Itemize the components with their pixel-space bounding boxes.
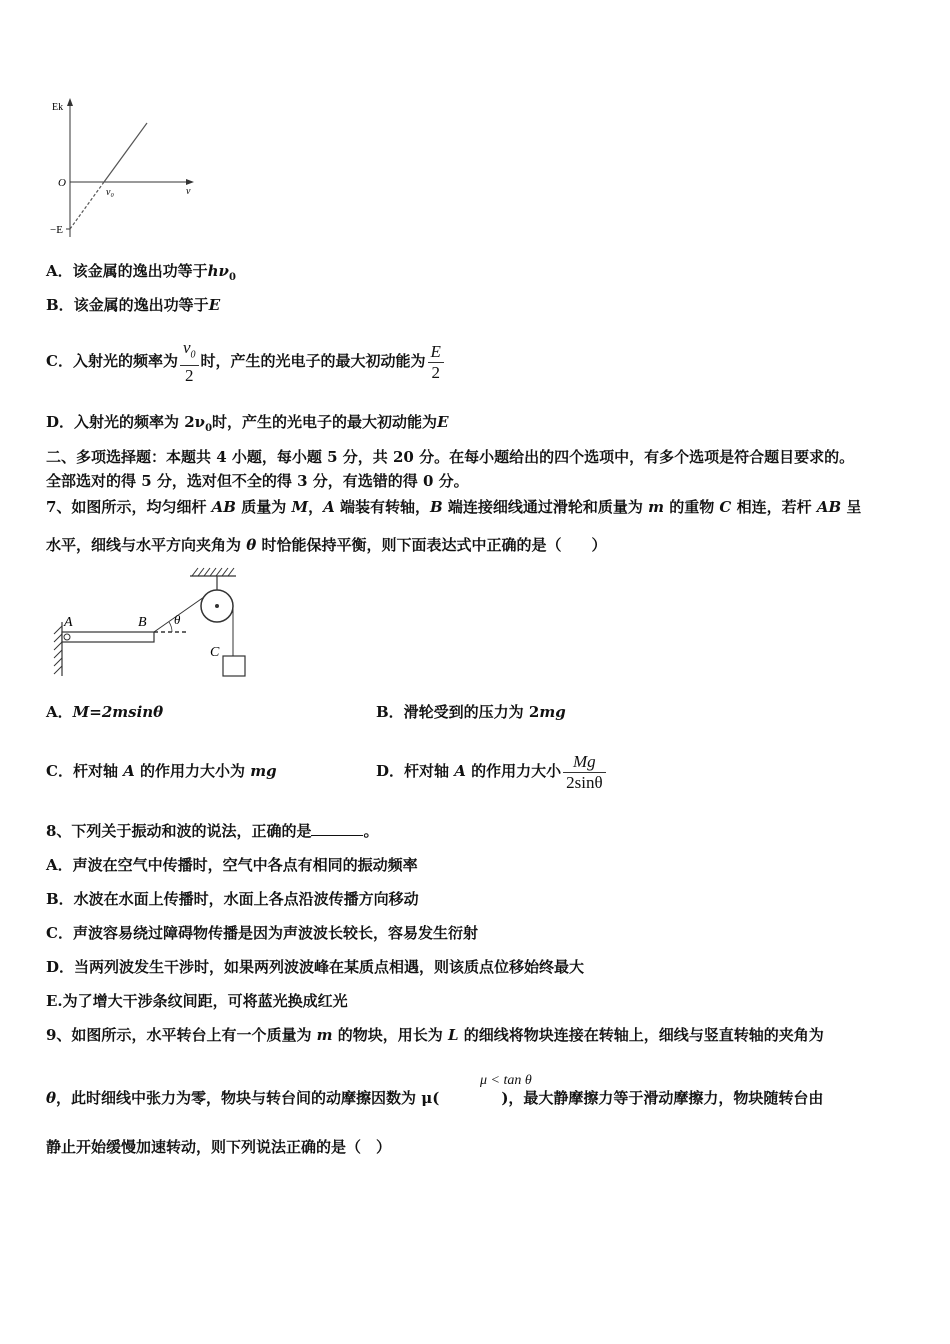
q7-stem-line2: 水平，细线与水平方向夹角为 θ 时恰能保持平衡，则下面表达式中正确的是（ ）	[46, 536, 607, 554]
section-2-subtitle: 全部选对的得 5 分，选对但不全的得 3 分，有选错的得 0 分。	[46, 472, 469, 490]
fraction-e-over-2: $\frac{E}{2}$	[428, 342, 444, 383]
label-b: B	[138, 615, 147, 630]
y-axis-label: Ek	[52, 102, 64, 113]
q7-option-a[interactable]: A．M=2msinθ	[46, 703, 164, 721]
q6-option-c[interactable]: C．入射光的频率为 $\frac{\nu_0}{2}$ 时，产生的光电子的最大初动能为 $\frac{E}{2}$	[46, 332, 446, 390]
wall-hatch	[54, 626, 62, 674]
ek-line-solid	[104, 123, 147, 182]
fraction-v0-over-2: $\frac{\nu_0}{2}$	[180, 338, 199, 386]
q8-option-c[interactable]: C．声波容易绕过障碍物传播是因为声波波长较长，容易发生衍射	[46, 924, 478, 942]
q9-stem-line2: θ，此时细线中张力为零，物块与转台间的动摩擦因数为 μ( )，最大静摩擦力等于滑动摩擦力，物块随转台由	[46, 1089, 824, 1107]
ceiling-hatch	[192, 568, 234, 576]
q9-stem-line3: 静止开始缓慢加速转动，则下列说法正确的是（ ）	[46, 1138, 392, 1156]
rod-pulley-figure	[40, 564, 270, 684]
pivot-a	[64, 634, 70, 640]
q7-option-d[interactable]: D．杆对轴 A 的作用力大小 $\frac{Mg}{2\sin\theta}$	[376, 740, 608, 802]
q8-option-d[interactable]: D．当两列波发生干涉时，如果两列波波峰在某质点相遇，则该质点位移始终最大	[46, 958, 585, 976]
ek-line-dashed	[70, 182, 104, 229]
q6-option-d[interactable]: D．入射光的频率为 $2\nu_0$时，产生的光电子的最大初动能为E	[46, 413, 449, 434]
answer-blank[interactable]	[311, 821, 363, 836]
friction-condition: μ < tan θ	[480, 1073, 532, 1088]
q6-option-b[interactable]: B．该金属的逸出功等于E	[46, 296, 221, 314]
angle-arc	[169, 622, 172, 632]
fraction-mg-over-2sin: $\frac{Mg}{2\sin\theta}$	[563, 752, 605, 793]
q7-stem-line1: 7、如图所示，均匀细杆 AB 质量为 M，A 端装有转轴，B 端连接细线通过滑轮和质量为 m 的重物 C 相连，若杆 AB 呈	[46, 498, 862, 516]
q8-stem: 8、下列关于振动和波的说法，正确的是 。	[46, 822, 379, 840]
v0-label: ν₀	[106, 187, 114, 198]
label-theta: θ	[174, 612, 181, 627]
x-axis-label: ν	[186, 186, 191, 197]
q7-option-c[interactable]: C．杆对轴 A 的作用力大小为 mg	[46, 762, 277, 780]
x-axis-arrow	[186, 179, 194, 185]
q7-option-b[interactable]: B．滑轮受到的压力为 2mg	[376, 703, 566, 721]
label-a: A	[64, 615, 73, 630]
section-2-title: 二、多项选择题：本题共 4 小题，每小题 5 分，共 20 分。在每小题给出的四个选项中，有多个选项是符合题目要求的。	[46, 448, 855, 466]
ek-frequency-graph	[40, 92, 210, 242]
origin-label: O	[58, 177, 66, 189]
label-c: C	[210, 645, 220, 660]
y-axis-arrow	[67, 98, 73, 106]
q8-option-b[interactable]: B．水波在水面上传播时，水面上各点沿波传播方向移动	[46, 890, 419, 908]
pulley-hub	[215, 604, 219, 608]
rod-ab	[62, 632, 154, 642]
q9-stem-line1: 9、如图所示，水平转台上有一个质量为 m 的物块，用长为 L 的细线将物块连接在转轴上，细线与竖直转轴的夹角为	[46, 1026, 824, 1044]
weight-c	[223, 656, 245, 676]
q8-option-e[interactable]: E.为了增大干涉条纹间距，可将蓝光换成红光	[46, 992, 348, 1010]
neg-e-label: −E	[50, 224, 63, 236]
q8-option-a[interactable]: A．声波在空气中传播时，空气中各点有相同的振动频率	[46, 856, 418, 874]
q6-option-a[interactable]: A．该金属的逸出功等于$h\nu_0$	[46, 262, 236, 283]
